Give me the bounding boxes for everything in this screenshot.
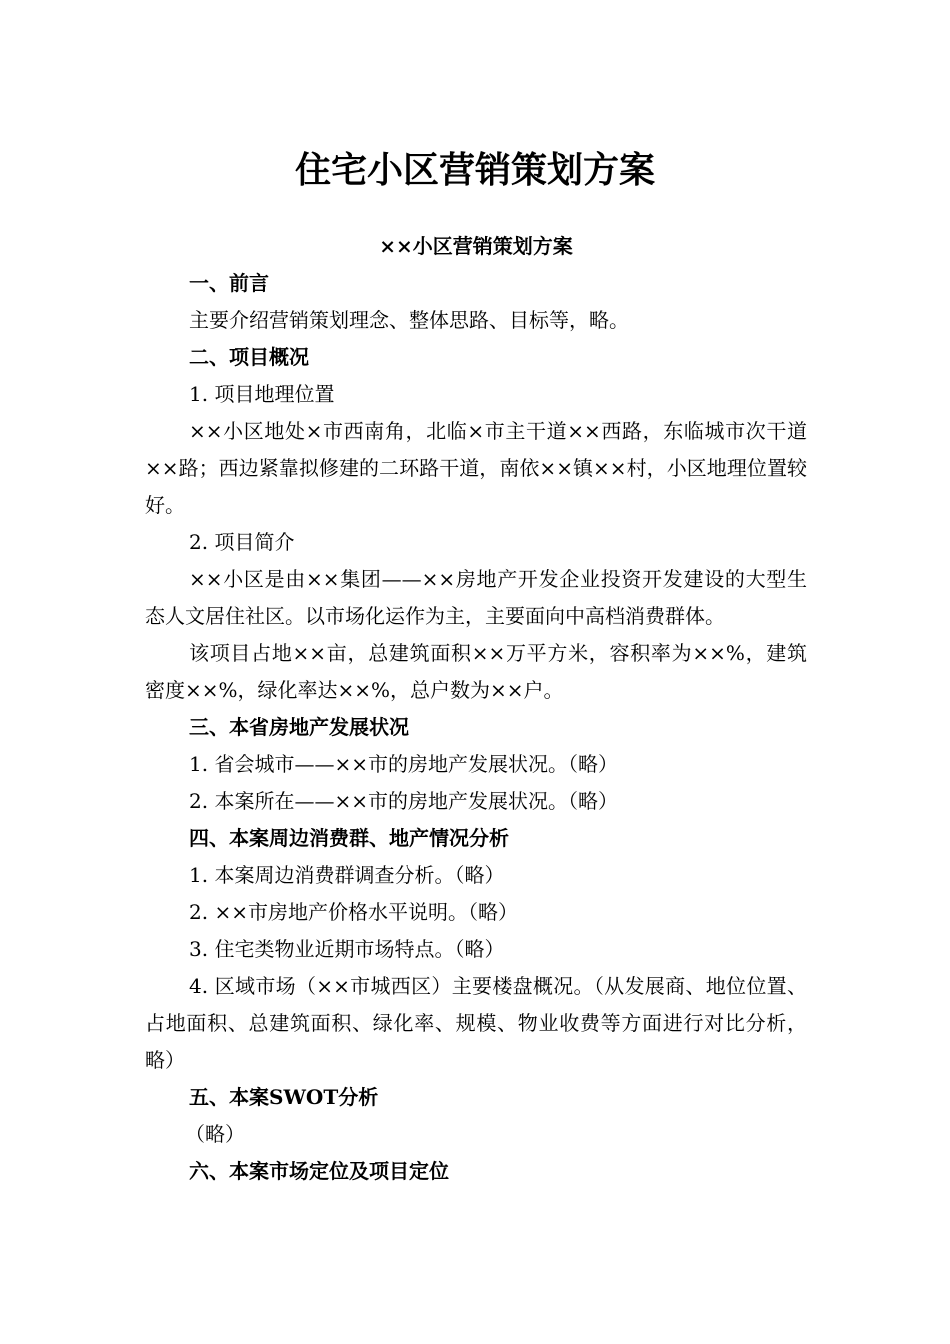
section-heading-positioning: 六、本案市场定位及项目定位 xyxy=(189,1159,449,1183)
document-body xyxy=(145,228,807,1190)
list-item: 3. 住宅类物业近期市场特点。（略） xyxy=(189,937,505,961)
section-heading-provincial-market: 三、本省房地产发展状况 xyxy=(189,715,409,739)
document-subtitle: ××小区营销策划方案 xyxy=(379,234,573,258)
list-item: 1. 省会城市——××市的房地产发展状况。（略） xyxy=(189,752,618,776)
list-item: 1. 本案周边消费群调查分析。（略） xyxy=(189,863,505,887)
introduction-paragraph-2: 该项目占地××亩，总建筑面积××万平方米，容积率为××%，建筑密度××%，绿化率达××%，总户数为××户。 xyxy=(145,641,807,702)
section-heading-consumer-analysis: 四、本案周边消费群、地产情况分析 xyxy=(189,826,509,850)
preface-text: 主要介绍营销策划理念、整体思路、目标等，略。 xyxy=(189,308,629,332)
list-item: 4. 区域市场（××市城西区）主要楼盘概况。（从发展商、地位位置、占地面积、总建筑面积、绿化率、规模、物业收费等方面进行对比分析，略） xyxy=(145,974,807,1072)
document-title: 住宅小区营销策划方案 xyxy=(294,149,655,191)
list-item: 2. ××市房地产价格水平说明。（略） xyxy=(189,900,518,924)
section-heading-swot: 五、本案SWOT分析 xyxy=(189,1085,379,1109)
list-item: 2. 本案所在——××市的房地产发展状况。（略） xyxy=(189,789,618,813)
swot-text: （略） xyxy=(185,1122,245,1146)
section-heading-project-overview: 二、项目概况 xyxy=(189,345,309,369)
item-title-introduction: 2. 项目简介 xyxy=(189,530,295,554)
section-heading-preface: 一、前言 xyxy=(189,271,269,295)
item-title-location: 1. 项目地理位置 xyxy=(189,382,335,406)
location-paragraph: ××小区地处×市西南角，北临×市主干道××西路，东临城市次干道××路；西边紧靠拟修建的二环路干道，南依××镇××村，小区地理位置较好。 xyxy=(145,419,807,517)
introduction-paragraph-1: ××小区是由××集团——××房地产开发企业投资开发建设的大型生态人文居住社区。以市场化运作为主，主要面向中高档消费群体。 xyxy=(145,567,807,628)
